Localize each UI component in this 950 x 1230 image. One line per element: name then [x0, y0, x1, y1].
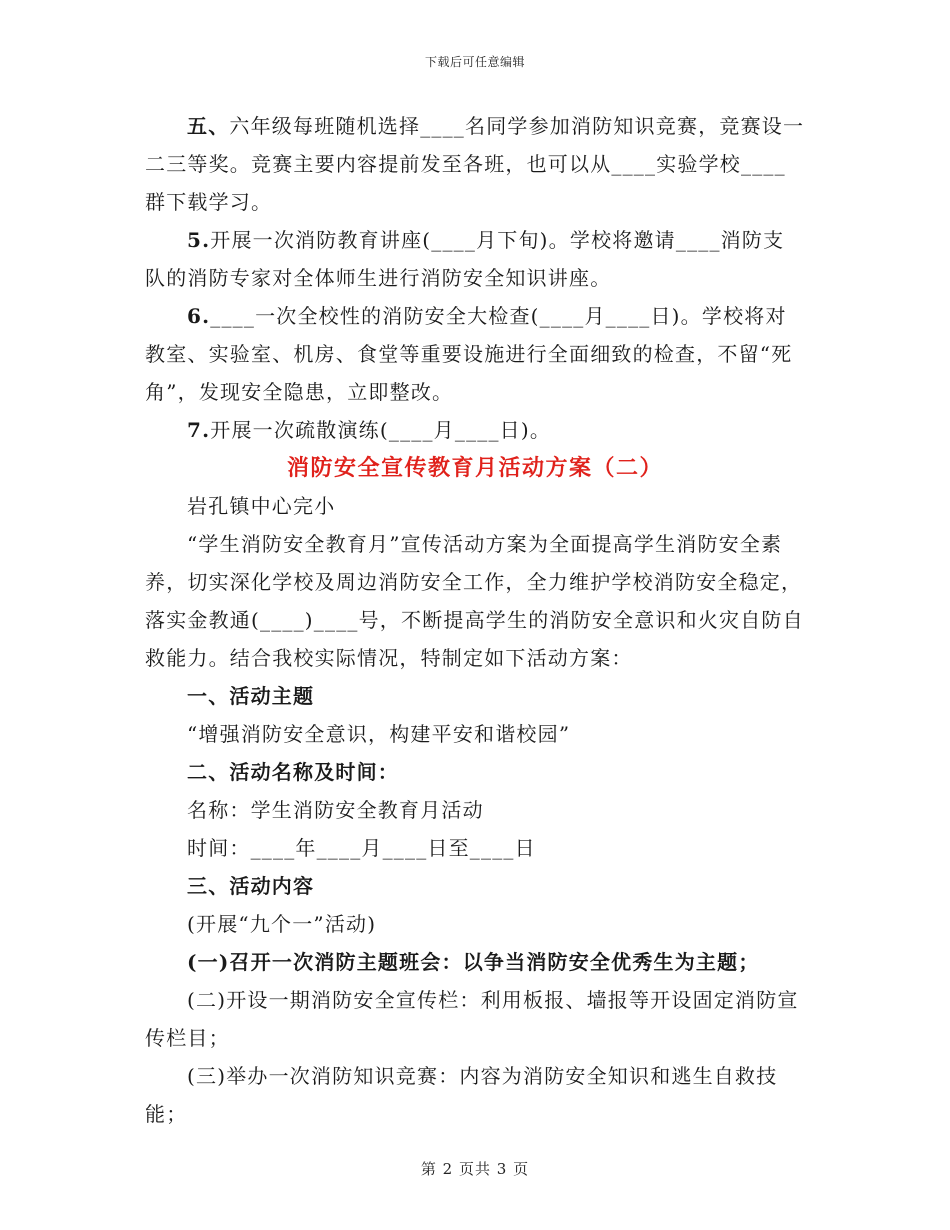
activity-time: 时间：____年____月____日至____日	[187, 836, 536, 860]
section-title: 消防安全宣传教育月活动方案（二）	[286, 455, 663, 481]
paragraph-lead: 五、	[187, 114, 230, 138]
paragraph-text: 开展一次消防教育讲座(____月下旬)。学校将邀请____消防支队的消防专家对全体师生进行消防安全知识讲座。	[145, 228, 785, 290]
content-item-3: (三)举办一次消防知识竞赛：内容为消防安全知识和逃生自救技能；	[145, 1064, 778, 1126]
page-header: 下载后可任意编辑	[424, 55, 525, 69]
activity-name: 名称：学生消防安全教育月活动	[187, 798, 484, 822]
paragraph-item-6	[145, 297, 805, 411]
heading-name-time: 二、活动名称及时间：	[187, 760, 399, 784]
content-item-1: (一)召开一次消防主题班会：以争当消防安全优秀生为主题；	[187, 950, 760, 974]
heading-content: 三、活动内容	[187, 874, 315, 898]
school-name: 岩孔镇中心完小	[187, 494, 336, 518]
intro-paragraph: “学生消防安全教育月”宣传活动方案为全面提高学生消防安全素养，切实深化学校及周边消防安全工作，全力维护学校消防安全稳定，落实金教通(____)____号，不断提高学生的消防安全意识和火灾自防自救能力。结合我校实际情况，特制定如下活动方案：	[145, 532, 804, 670]
paragraph-item-7	[145, 411, 805, 449]
paragraph-5	[145, 107, 805, 221]
content-item-2: (二)开设一期消防安全宣传栏：利用板报、墙报等开设固定消防宣传栏目；	[145, 988, 799, 1050]
document-body	[145, 107, 805, 1133]
paragraph-text: ____一次全校性的消防安全大检查(____月____日)。学校将对教室、实验室、机房、食堂等重要设施进行全面细致的检查，不留“死角”，发现安全隐患，立即整改。	[145, 304, 793, 404]
paragraph-text: 开展一次疏散演练(____月____日)。	[210, 418, 552, 442]
content-subtitle: (开展“九个一”活动)	[187, 912, 377, 936]
paragraph-lead: 6.	[187, 304, 211, 328]
paragraph-text: 六年级每班随机选择____名同学参加消防知识竞赛，竞赛设一二三等奖。竞赛主要内容提前发至各班，也可以从____实验学校____群下载学习。	[145, 114, 805, 214]
paragraph-item-5	[145, 221, 805, 297]
paragraph-lead: 7.	[187, 418, 211, 442]
heading-theme: 一、活动主题	[187, 684, 315, 708]
theme-text: “增强消防安全意识，构建平安和谐校园”	[187, 722, 571, 746]
page-footer: 第 2 页共 3 页	[420, 1160, 530, 1178]
paragraph-lead: 5.	[187, 228, 211, 252]
